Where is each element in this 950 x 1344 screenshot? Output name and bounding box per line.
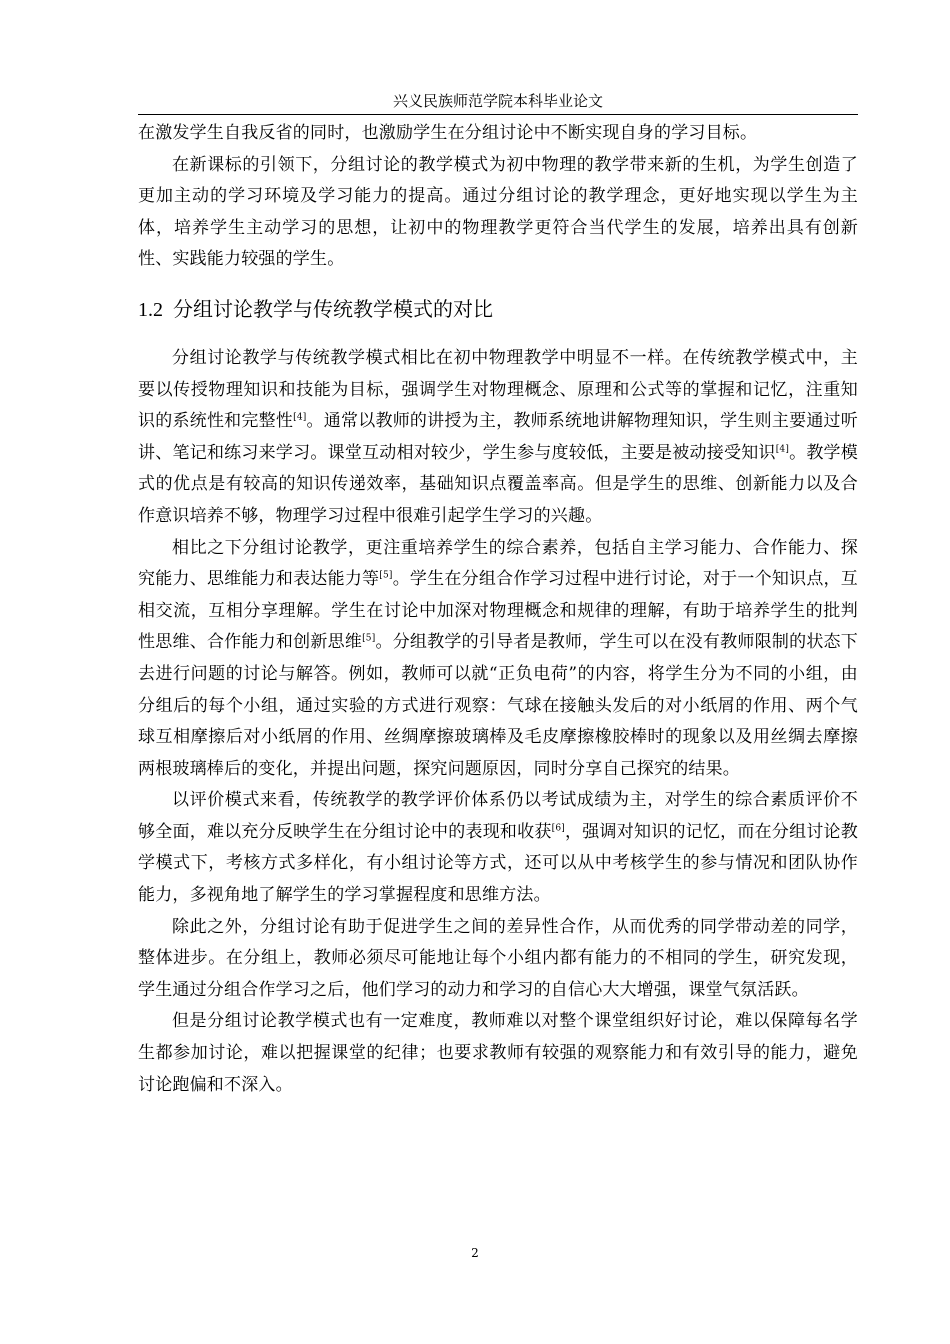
paragraph-group-teaching: 相比之下分组讨论教学，更注重培养学生的综合素养，包括自主学习能力、合作能力、探究能力、思维能力和表达能力等[5]。学生在分组合作学习过程中进行讨论，对于一个知识点，互相交流，互相分享理解。学生在讨论中加深对物理概念和规律的理解，有助于培养学生的批判性思维、合作能力和创新思维[5]。分组教学的引导者是教师，学生可以在没有教师限制的状态下去进行问题的讨论与解答。例如，教师可以就“正负电荷”的内容，将学生分为不同的小组，由分组后的每个小组，通过实验的方式进行观察：气球在接触头发后的对小纸屑的作用、两个气球互相摩擦后对小纸屑的作用、丝绸摩擦玻璃棒及毛皮摩擦橡胶棒时的现象以及用丝绸去摩擦两根玻璃棒后的变化，并提出问题，探究问题原因，同时分享自己探究的结果。 [138, 537, 858, 779]
citation: [4] [293, 412, 307, 423]
paragraph-cooperation: 除此之外，分组讨论有助于促进学生之间的差异性合作，从而优秀的同学带动差的同学，整体进步。在分组上，教师必须尽可能地让每个小组内都有能力的不相同的学生，研究发现，学生通过分组合作学习之后，他们学习的动力和学习的自信心大大增强，课堂气氛活跃。 [138, 916, 858, 1000]
section-title: 分组讨论教学与传统教学模式的对比 [173, 296, 493, 321]
page-number: 2 [471, 1246, 479, 1260]
paragraph-intro-continuation: 在激发学生自我反省的同时，也激励学生在分组讨论中不断实现自身的学习目标。 [138, 123, 758, 143]
header-rule [138, 114, 858, 115]
paragraph-evaluation: 以评价模式来看，传统教学的教学评价体系仍以考试成绩为主，对学生的综合素质评价不够全面，难以充分反映学生在分组讨论中的表现和收获[6]，强调对知识的记忆，而在分组讨论教学模式下，考核方式多样化，有小组讨论等方式，还可以从中考核学生的参与情况和团队协作能力，多视角地了解学生的学习掌握程度和思维方法。 [138, 790, 858, 906]
paragraph-comparison: 分组讨论教学与传统教学模式相比在初中物理教学中明显不一样。在传统教学模式中，主要以传授物理知识和技能为目标，强调学生对物理概念、原理和公式等的掌握和记忆，注重知识的系统性和完整性[4]。通常以教师的讲授为主，教师系统地讲解物理知识，学生则主要通过听讲、笔记和练习来学习。课堂互动相对较少，学生参与度较低，主要是被动接受知识[4]。教学模式的优点是有较高的知识传递效率，基础知识点覆盖率高。但是学生的思维、创新能力以及合作意识培养不够，物理学习过程中很难引起学生学习的兴趣。 [138, 347, 858, 526]
citation: [4] [775, 444, 790, 455]
section-heading [138, 294, 858, 325]
page-body [138, 118, 858, 1101]
page-header: 兴义民族师范学院本科毕业论文 [392, 92, 603, 110]
citation: [5] [379, 570, 393, 581]
citation: [5] [362, 633, 376, 644]
paragraph-difficulty: 但是分组讨论教学模式也有一定难度，教师难以对整个课堂组织好讨论，难以保障每名学生都参加讨论，难以把握课堂的纪律；也要求教师有较强的观察能力和有效引导的能力，避免讨论跑偏和不深入。 [138, 1011, 858, 1095]
citation: [6] [551, 823, 565, 834]
section-number: 1.2 [138, 298, 163, 321]
paragraph-intro: 在新课标的引领下，分组讨论的教学模式为初中物理的教学带来新的生机，为学生创造了更加主动的学习环境及学习能力的提高。通过分组讨论的教学理念，更好地实现以学生为主体，培养学生主动学习的思想，让初中的物理教学更符合当代学生的发展，培养出具有创新性、实践能力较强的学生。 [138, 154, 858, 270]
